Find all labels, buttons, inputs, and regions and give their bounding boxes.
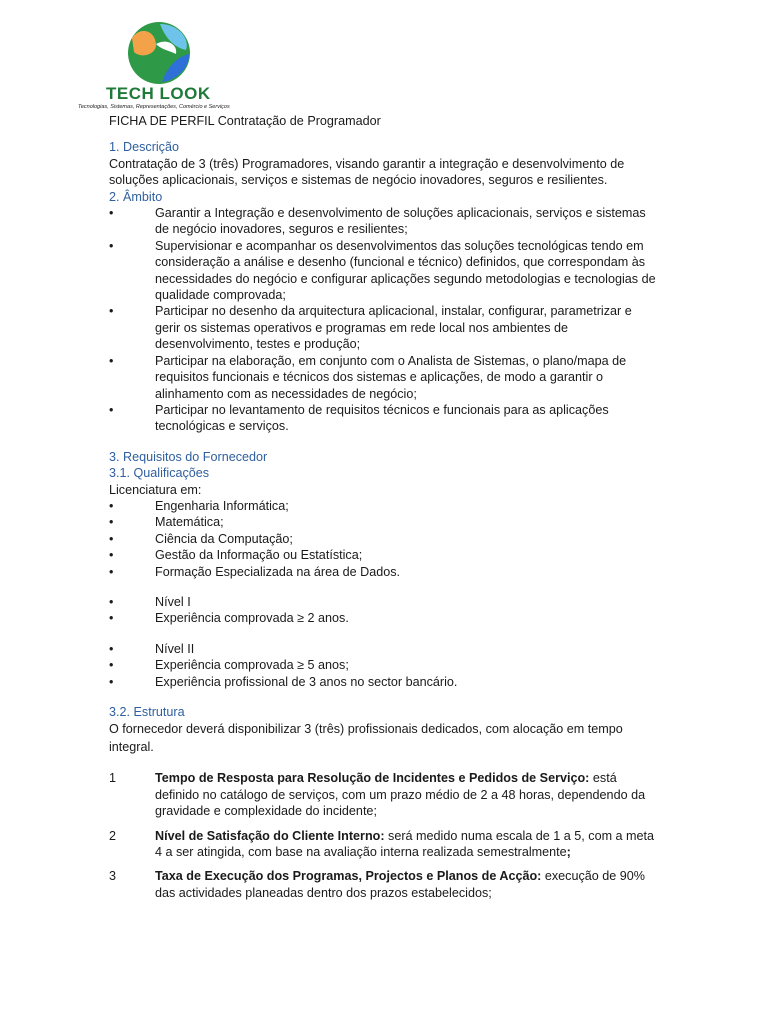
list-item	[109, 610, 657, 626]
bullet-icon: •	[109, 564, 114, 579]
list-item-text: Experiência comprovada ≥ 5 anos;	[155, 658, 349, 673]
company-logo	[78, 18, 258, 114]
bullet-icon: •	[109, 548, 114, 563]
item-tail: ;	[566, 845, 571, 860]
list-item-text: Nível I	[155, 594, 191, 609]
numbered-item	[109, 828, 657, 861]
item-heading: Nível de Satisfação do Cliente Interno:	[155, 828, 385, 843]
bullet-icon: •	[109, 402, 114, 417]
logo-tagline: Tecnologias, Sistemas, Representações, Comércio e Serviços	[78, 104, 230, 110]
item-text: execução de 90% das actividades planeadas dentro dos prazos estabelecidos;	[155, 869, 645, 900]
item-heading: Taxa de Execução dos Programas, Projectos e Planos de Acção:	[155, 869, 542, 884]
list-item-text: Engenharia Informática;	[155, 498, 289, 513]
qualificacoes-intro: Licenciatura em:	[109, 482, 202, 497]
bullet-icon: •	[109, 611, 114, 626]
list-item-text: Matemática;	[155, 515, 224, 530]
list-item-text: Formação Especializada na área de Dados.	[155, 564, 401, 579]
numbered-item	[109, 868, 657, 901]
list-item-text: Ciência da Computação;	[155, 531, 293, 546]
list-item	[109, 353, 657, 402]
list-item-text: Experiência profissional de 3 anos no sector bancário.	[155, 674, 458, 689]
document-body	[109, 113, 657, 901]
list-item-text: Supervisionar e acompanhar os desenvolvimentos das soluções tecnológicas tendo em consideração a análise e desenho (funcional e técnico) definidos, que correspondam às necessidades do negócio e configurar aplicações segundo metodologias e tecnologias de qualidade comprovada;	[155, 238, 656, 303]
section-heading-descricao: 1. Descrição	[109, 140, 179, 155]
item-number: 3	[109, 869, 117, 884]
bullet-icon: •	[109, 206, 114, 221]
list-item	[109, 547, 657, 563]
section-text-descricao: Contratação de 3 (três) Programadores, visando garantir a integração e desenvolvimento de soluções aplicacionais, serviços e sistemas de negócio inovadores, seguros e resilientes.	[109, 156, 625, 188]
bullet-icon: •	[109, 594, 114, 609]
document-title: FICHA DE PERFIL Contratação de Programador	[109, 114, 381, 128]
section-heading-qualificacoes: 3.1. Qualificações	[109, 466, 210, 481]
list-item	[109, 564, 657, 580]
list-item	[109, 657, 657, 673]
numbered-item	[109, 770, 657, 819]
bullet-icon: •	[109, 304, 114, 319]
bullet-icon: •	[109, 353, 114, 368]
list-item-text: Nível II	[155, 641, 195, 656]
list-item	[109, 594, 657, 610]
list-item-text: Gestão da Informação ou Estatística;	[155, 548, 363, 563]
item-number: 2	[109, 828, 117, 843]
bullet-icon: •	[109, 498, 114, 513]
list-item-text: Participar no levantamento de requisitos técnicos e funcionais para as aplicações tecnológicas e serviços.	[155, 402, 609, 434]
item-text: será medido numa escala de 1 a 5, com a meta 4 a ser atingida, com base na avaliação interna realizada semestralmente	[155, 828, 655, 860]
list-item-text: Experiência comprovada ≥ 2 anos.	[155, 611, 349, 626]
list-item	[109, 531, 657, 547]
section-heading-estrutura: 3.2. Estrutura	[109, 705, 185, 719]
list-item-text: Participar na elaboração, em conjunto com o Analista de Sistemas, o plano/mapa de requisitos funcionais e técnicos dos sistemas e aplicações, de modo a garantir o alinhamento com as necessidades de negócio;	[155, 353, 627, 401]
logo-emblem-icon	[126, 20, 192, 86]
bullet-icon: •	[109, 515, 114, 530]
list-item	[109, 303, 657, 352]
list-item-text: Garantir a Integração e desenvolvimento de soluções aplicacionais, serviços e sistemas de negócio inovadores, seguros e resilientes;	[155, 206, 646, 237]
list-item	[109, 238, 657, 304]
bullet-icon: •	[109, 641, 114, 656]
bullet-icon: •	[109, 658, 114, 673]
list-item	[109, 514, 657, 530]
bullet-icon: •	[109, 674, 114, 689]
list-item	[109, 205, 657, 238]
section-heading-ambito: 2. Âmbito	[109, 189, 163, 204]
list-item	[109, 674, 657, 690]
bullet-icon: •	[109, 531, 114, 546]
logo-brand-text: TECH LOOK	[106, 84, 211, 103]
bullet-icon: •	[109, 238, 114, 253]
section-text-estrutura: O fornecedor deverá disponibilizar 3 (três) profissionais dedicados, com alocação em tempo integral.	[109, 722, 623, 755]
item-text: está definido no catálogo de serviços, com um prazo médio de 2 a 48 horas, dependendo da gravidade e complexidade do incidente;	[155, 771, 646, 819]
item-heading: Tempo de Resposta para Resolução de Incidentes e Pedidos de Serviço:	[155, 771, 590, 786]
list-item	[109, 402, 657, 435]
list-item-text: Participar no desenho da arquitectura aplicacional, instalar, configurar, parametrizar e gerir os sistemas operativos e programas em rede local nos ambientes de desenvolvimento, testes e produção;	[155, 304, 632, 352]
section-heading-requisitos: 3. Requisitos do Fornecedor	[109, 449, 268, 464]
list-item	[109, 498, 657, 514]
item-number: 1	[109, 771, 117, 786]
list-item	[109, 641, 657, 657]
